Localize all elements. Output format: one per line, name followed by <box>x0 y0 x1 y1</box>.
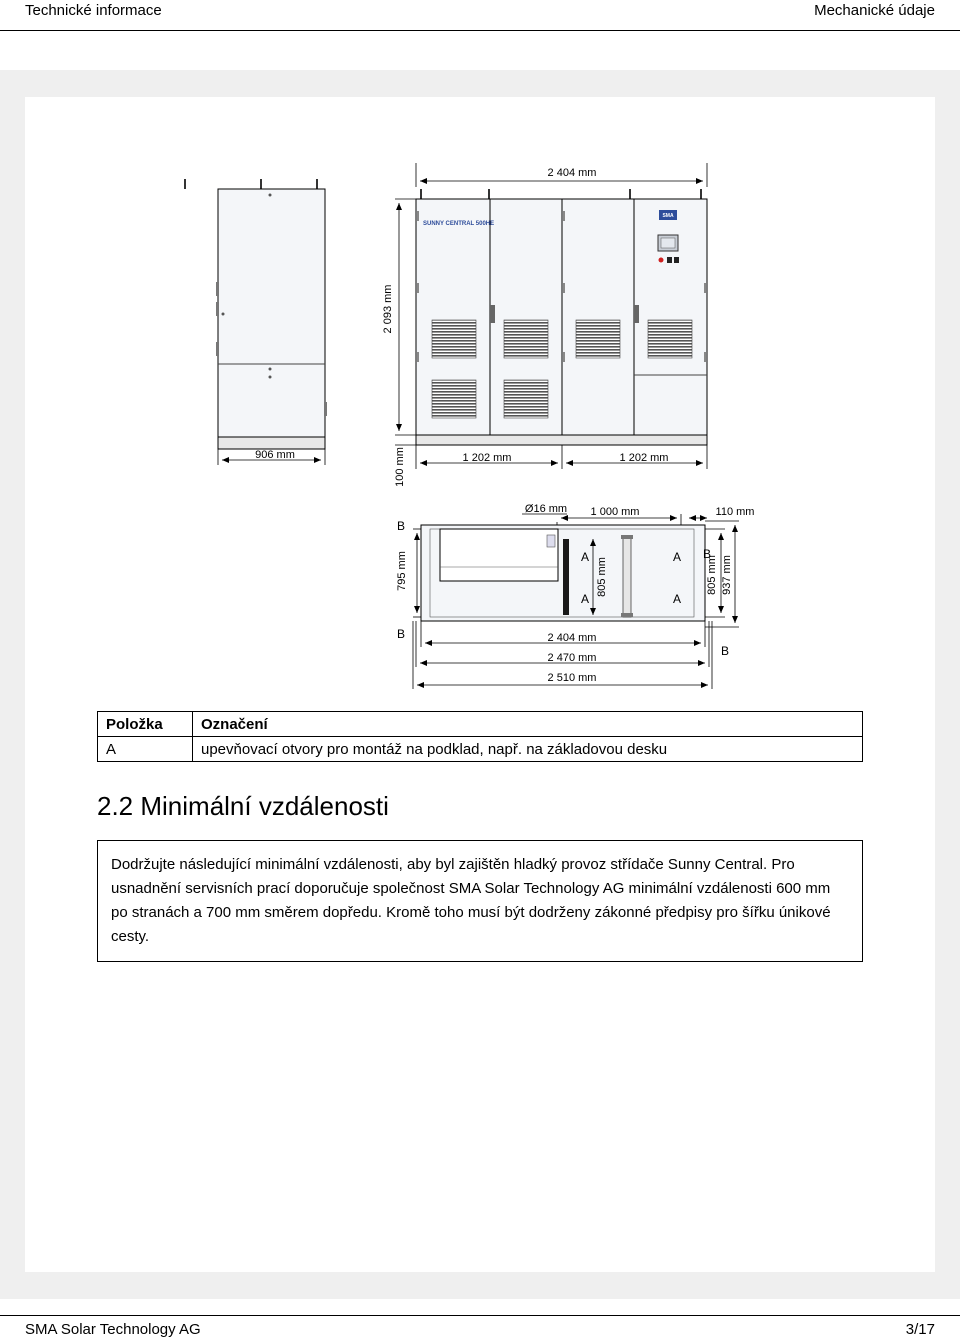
content-panel <box>25 97 935 1272</box>
legend-header-row <box>98 712 863 737</box>
dim-half-left: 1 202 mm <box>462 452 512 464</box>
legend-description: upevňovací otvory pro montáž na podklad, např. na základovou desku <box>193 737 863 762</box>
header-rule <box>0 30 960 31</box>
dim-width-1: 2 404 mm <box>547 632 597 644</box>
marker-b: B <box>720 644 730 658</box>
marker-a: A <box>672 550 682 564</box>
vent-louver <box>432 320 476 358</box>
vent-louver <box>432 380 476 418</box>
vent-louver <box>648 320 692 358</box>
marker-b: B <box>702 547 712 561</box>
front-view <box>382 163 707 487</box>
marker-a: A <box>580 550 590 564</box>
legend-header-designation: Označení <box>193 712 863 737</box>
footer-rule <box>0 1315 960 1316</box>
dim-width-3: 2 510 mm <box>547 672 597 684</box>
marker-a: A <box>672 592 682 606</box>
dim-base-height: 100 mm <box>394 447 406 487</box>
sma-logo-text: SMA <box>662 213 674 219</box>
header-chapter: Technické informace <box>25 2 162 19</box>
legend-header-item: Položka <box>98 712 193 737</box>
technical-drawing <box>25 97 935 697</box>
page-footer <box>0 1299 960 1343</box>
legend-item: A <box>98 737 193 762</box>
vent-louver <box>504 320 548 358</box>
side-view <box>185 179 327 465</box>
page-number: 3/17 <box>905 1321 935 1338</box>
footprint-view <box>396 503 754 689</box>
dim-side-depth: 906 mm <box>255 449 295 461</box>
dim-front-width: 2 404 mm <box>547 167 597 179</box>
marker-b: B <box>396 627 406 641</box>
marker-b: B <box>396 519 406 533</box>
dim-left-depth: 795 mm <box>396 551 408 591</box>
vent-louver <box>504 380 548 418</box>
dim-half-right: 1 202 mm <box>619 452 669 464</box>
dim-inner-depth: 805 mm <box>596 557 608 597</box>
dim-right-inner: 805 mm <box>706 555 718 595</box>
header-section: Mechanické údaje <box>814 2 935 19</box>
dim-front-height: 2 093 mm <box>382 284 394 334</box>
dim-width-2: 2 470 mm <box>547 652 597 664</box>
page-header <box>0 0 960 70</box>
dim-edge-offset: 110 mm <box>715 506 755 518</box>
marker-a: A <box>580 592 590 606</box>
table-row <box>98 737 863 762</box>
footer-company: SMA Solar Technology AG <box>25 1321 201 1338</box>
legend-table <box>97 711 863 762</box>
dim-hole-diameter: Ø16 mm <box>524 503 568 515</box>
dim-hole-spacing: 1 000 mm <box>590 506 640 518</box>
section-title: 2.2 Minimální vzdálenosti <box>97 791 389 821</box>
info-box: Dodržujte následující minimální vzdálenosti, aby byl zajištěn hladký provoz střídače Sunny Central. Pro usnadnění servisních prací doporučuje společnost SMA Solar Technology AG minimální vzdálenosti 600 mm po stranách a 700 mm směrem dopředu. Kromě toho musí být dodrženy zákonné předpisy pro šířku únikové cesty. <box>97 840 863 962</box>
dim-right-outer: 937 mm <box>721 555 733 595</box>
vent-louver <box>576 320 620 358</box>
product-label: SUNNY CENTRAL 500HE <box>423 221 495 227</box>
